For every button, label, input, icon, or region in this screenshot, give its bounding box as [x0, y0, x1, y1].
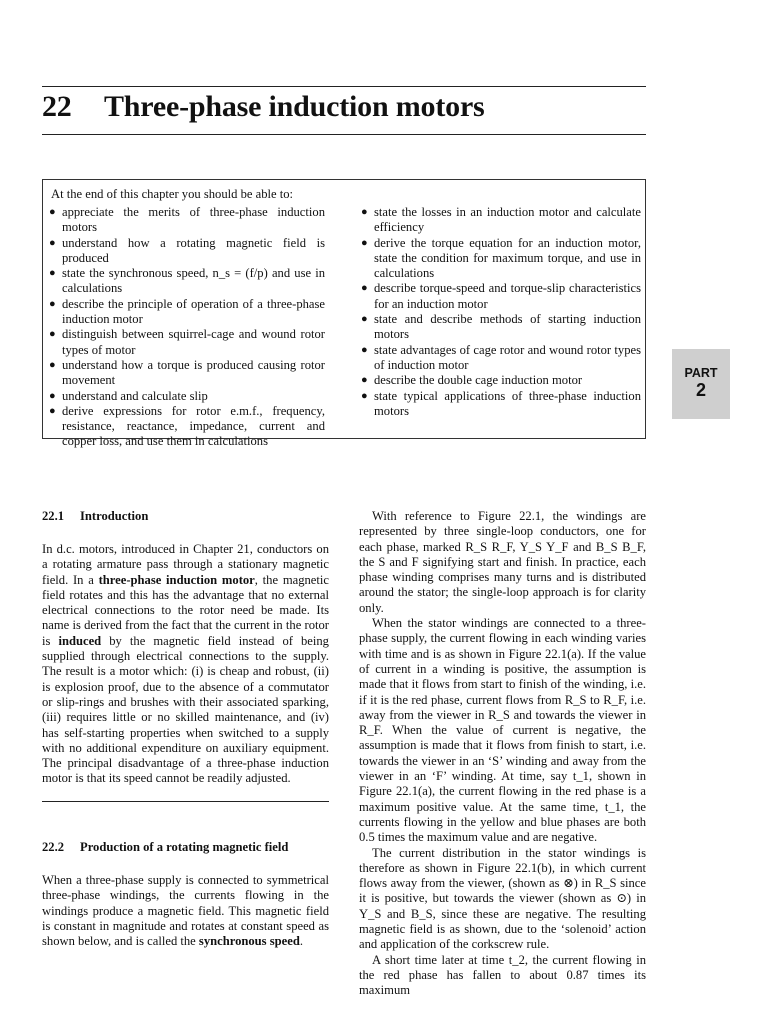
title-top-rule — [42, 86, 646, 87]
intro-text-part: In d.c. motors, introduced in Chapter 21, conductors on a rotating armature pass through a stationary magnetic field. In a — [42, 542, 329, 587]
bullet-icon: ● — [49, 297, 56, 310]
intro-text-part: , the magnetic field rotates and this has the advantage that no external electrical connections to the rotor need be made. Its name is derived from the fact that the current in the rotor is — [42, 572, 329, 648]
bullet-icon: ● — [361, 389, 368, 402]
objective-item — [49, 236, 325, 267]
objective-item — [361, 281, 641, 312]
objective-text: derive expressions for rotor e.m.f., frequency, resistance, reactance, impedance, current and copper loss, and use them in calculations — [62, 403, 325, 449]
chapter-title — [42, 88, 485, 126]
objective-item — [49, 327, 325, 358]
objectives-box — [42, 179, 646, 449]
objective-item — [49, 297, 325, 328]
objective-text: state typical applications of three-phase induction motors — [374, 388, 641, 418]
production-text — [42, 873, 329, 949]
bullet-icon: ● — [361, 236, 368, 249]
section-title: Production of a rotating magnetic field — [80, 840, 289, 854]
objective-text: distinguish between squirrel-cage and wound rotor types of motor — [62, 327, 325, 357]
objective-text: describe torque-speed and torque-slip characteristics for an induction motor — [374, 281, 641, 311]
objectives-right-list — [361, 205, 641, 419]
objective-text: understand and calculate slip — [62, 388, 208, 403]
bullet-icon: ● — [49, 236, 56, 249]
part-tab — [672, 349, 730, 419]
chapter-title-text: Three-phase induction motors — [104, 90, 485, 123]
title-bottom-rule — [42, 134, 646, 135]
production-text-part: When a three-phase supply is connected to symmetrical three-phase windings, the currents flowing in the windings produce a magnetic field. This magnetic field is constant in magnitude and rotates at constant speed as shown below, and is called the — [42, 873, 329, 949]
section-heading-rotating-field — [42, 840, 288, 855]
section-number: 22.2 — [42, 840, 65, 854]
part-label: PART — [684, 366, 718, 380]
objective-text: state advantages of cage rotor and wound rotor types of induction motor — [374, 342, 641, 372]
term-three-phase-induction-motor: three-phase induction motor — [98, 572, 255, 587]
right-paragraph-2: When the stator windings are connected to a three-phase supply, the current flowing in each winding varies with time and is as shown in Figure 22.1(a). If the value of current in a winding is positive, the assumption is made that it flows from start to finish of the winding, i.e. if it is the red phase, current flows from R_S to R_F, i.e. away from the viewer in R_S and towards the viewer in R_F. When the value of current is negative, the assumption is made that it flows from finish to start, i.e. towards the viewer in an ‘S’ winding and away from the viewer in an ‘F’ winding. At time, say t_1, shown in Figure 22.1(a), the current flowing in the red phase is a maximum positive value. At the same time, t_1, the currents flowing in the yellow and blue phases are both 0.5 times the maximum value and are negative. — [359, 616, 646, 845]
section-number: 22.1 — [42, 509, 65, 523]
intro-text-part: by the magnetic field instead of being supplied through electrical connections to the supply. The result is a motor which: (i) is cheap and robust, (ii) is explosion proof, due to the absence of a commutator or slip-rings and brushes with their associated sparking, (iii) requires little or no skilled maintenance, and (iv) has self-starting properties when switched to a supply with no additional expenditure on auxiliary equipment. The principal disadvantage of a three-phase induction motor is that its speed cannot be readily adjusted. — [42, 633, 329, 786]
right-paragraph-1: With reference to Figure 22.1, the windings are represented by three single-loop conductors, one for each phase, marked R_S R_F, Y_S Y_F and B_S B_F, the S and F signifying start and finish. In practice, each phase winding comprises many turns and is distributed around the stator; the single-loop approach is for clarity only. — [359, 509, 646, 615]
objective-item — [361, 236, 641, 282]
bullet-icon: ● — [49, 358, 56, 371]
right-paragraph-3: The current distribution in the stator windings is therefore as shown in Figure 22.1(b), in which current flows away from the viewer, (shown as ⊗) in R_S since it is positive, but towards the viewer (shown as ⊙) in Y_S and B_S, since these are negative. The resulting magnetic field is as shown, due to the ‘solenoid’ action and application of the corkscrew rule. — [359, 845, 646, 952]
section-title: Introduction — [80, 509, 149, 523]
introduction-paragraph — [42, 542, 329, 787]
bullet-icon: ● — [49, 206, 56, 218]
objective-text: describe the double cage induction motor — [374, 373, 583, 388]
bullet-icon: ● — [49, 389, 56, 402]
objective-text: understand how a rotating magnetic field is produced — [62, 235, 325, 265]
right-paragraph-4: A short time later at time t_2, the current flowing in the red phase has fallen to about 0.87 times its maximum — [359, 952, 646, 998]
objective-text: state the synchronous speed, n_s = (f/p) and use in calculations — [62, 266, 325, 296]
objective-item — [49, 266, 325, 297]
chapter-number: 22 — [42, 90, 72, 123]
objective-item — [361, 343, 641, 374]
objective-item — [361, 389, 641, 420]
bullet-icon: ● — [361, 374, 368, 387]
bullet-icon: ● — [49, 267, 56, 280]
objective-item — [49, 389, 325, 404]
bullet-icon: ● — [49, 328, 56, 341]
objective-item — [49, 205, 325, 236]
bullet-icon: ● — [361, 313, 368, 326]
right-column — [359, 509, 646, 999]
term-synchronous-speed: synchronous speed — [198, 934, 300, 949]
section-divider-rule — [42, 801, 329, 802]
objective-text: state the losses in an induction motor and calculate efficiency — [374, 205, 641, 235]
intro-text — [42, 542, 329, 787]
objective-text: appreciate the merits of three-phase induction motors — [62, 205, 325, 235]
part-number: 2 — [695, 380, 706, 400]
bullet-icon: ● — [49, 404, 56, 417]
bullet-icon: ● — [361, 282, 368, 295]
objective-item — [361, 205, 641, 236]
objective-text: state and describe methods of starting induction motors — [374, 312, 641, 342]
bullet-icon: ● — [361, 343, 368, 356]
objectives-intro: At the end of this chapter you should be able to: — [51, 187, 294, 201]
objective-text: understand how a torque is produced causing rotor movement — [62, 357, 325, 388]
production-paragraph — [42, 873, 329, 949]
objective-text: derive the torque equation for an induction motor, state the condition for maximum torque, and use in calculations — [374, 235, 641, 281]
bullet-icon: ● — [361, 206, 368, 218]
term-induced: induced — [58, 633, 102, 648]
objective-item — [49, 358, 325, 389]
section-heading-introduction — [42, 509, 148, 524]
objective-item — [361, 373, 641, 388]
objective-item — [49, 404, 325, 450]
objective-item — [361, 312, 641, 343]
objectives-left-list — [49, 205, 325, 450]
production-text-part: . — [299, 934, 303, 949]
objective-text: describe the principle of operation of a three-phase induction motor — [62, 296, 325, 327]
